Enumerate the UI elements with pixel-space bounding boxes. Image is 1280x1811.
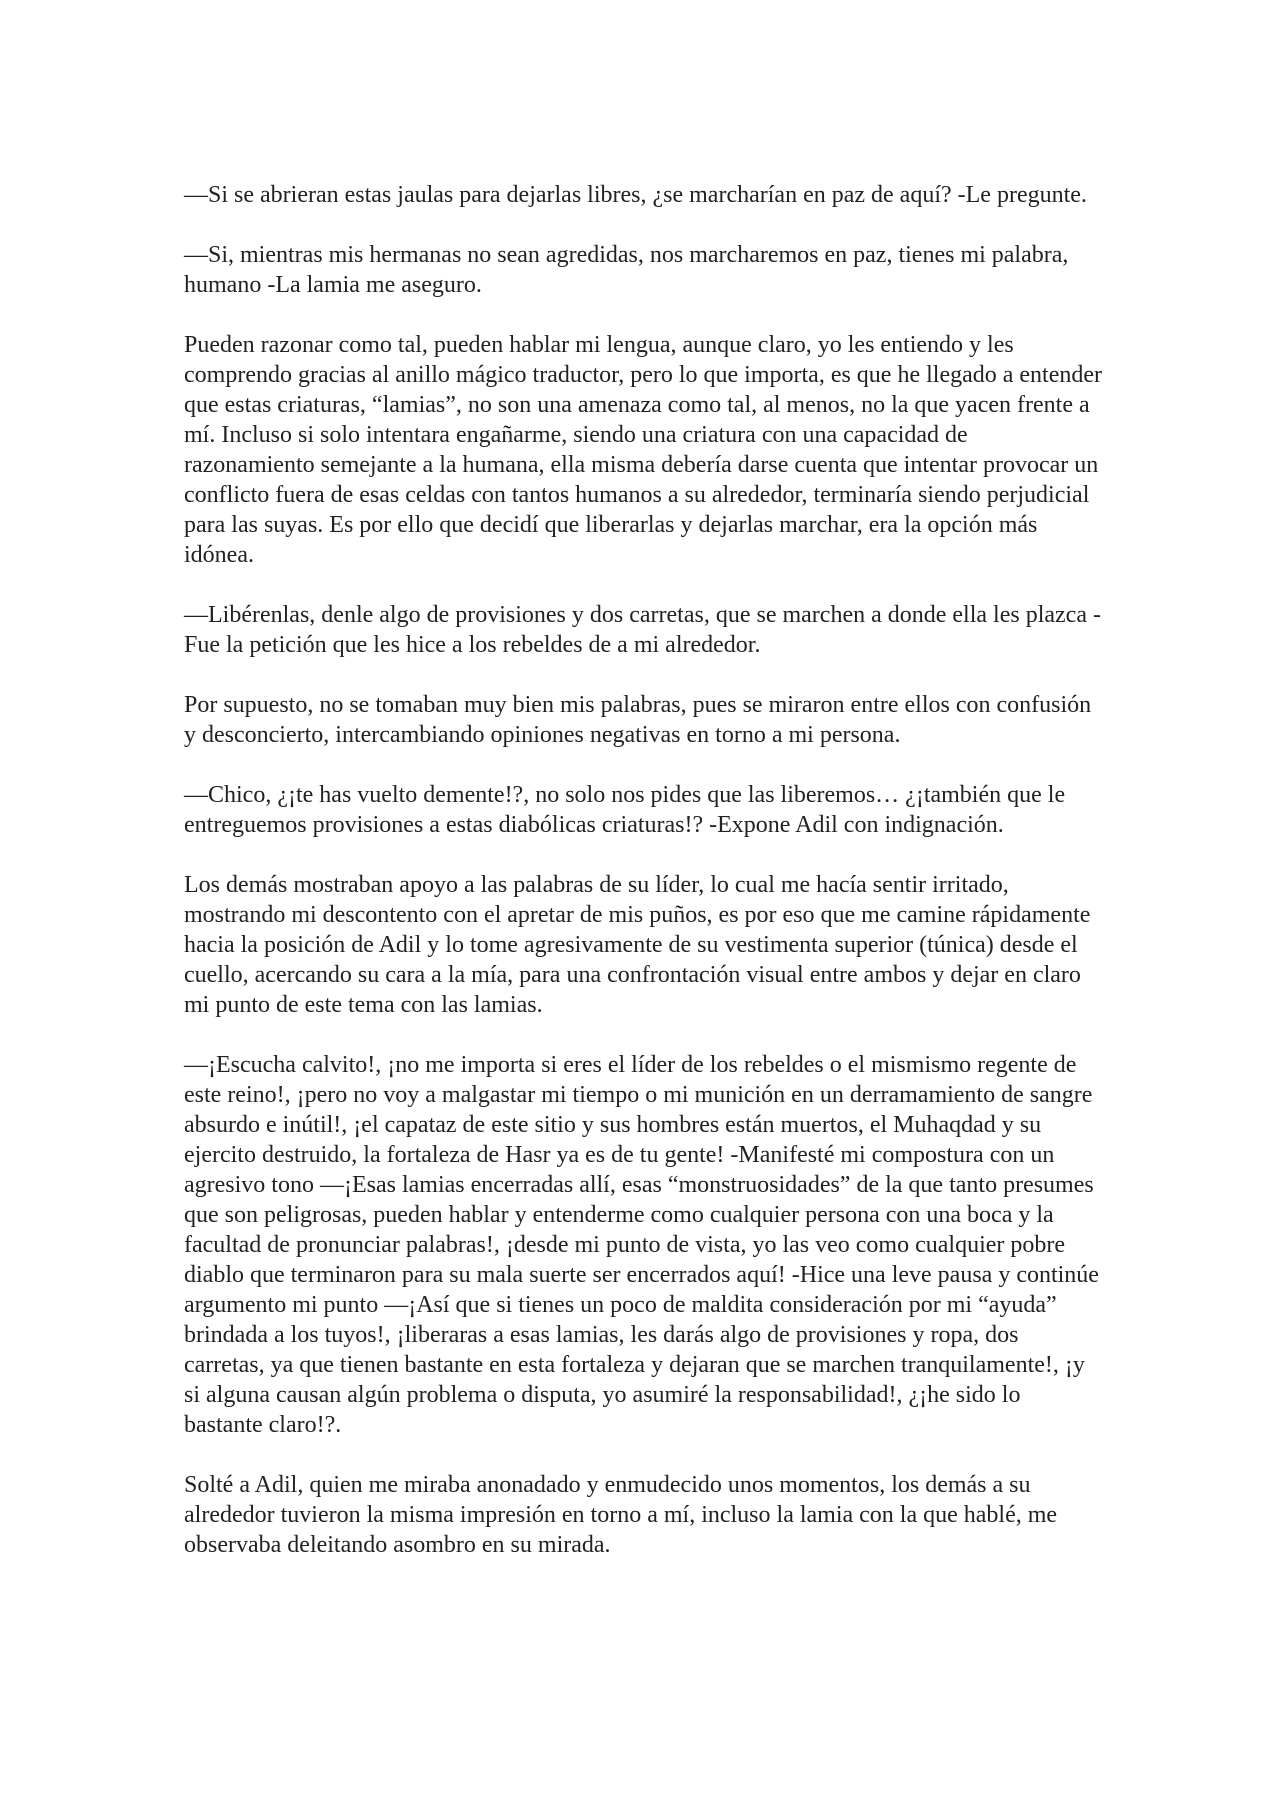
- paragraph: —Si, mientras mis hermanas no sean agredidas, nos marcharemos en paz, tienes mi palabra, humano -La lamia me aseguro.: [184, 242, 1069, 298]
- paragraph: Solté a Adil, quien me miraba anonadado y enmudecido unos momentos, los demás a su alrededor tuvieron la misma impresión en torno a mí, incluso la lamia con la que hablé, me observaba deleitando asombro en su mirada.: [184, 1472, 1058, 1558]
- paragraph: —Si se abrieran estas jaulas para dejarlas libres, ¿se marcharían en paz de aquí? -Le pregunte.: [184, 182, 1087, 208]
- paragraph: —Libérenlas, denle algo de provisiones y dos carretas, que se marchen a donde ella les plazca -Fue la petición que les hice a los rebeldes de a mi alrededor.: [184, 602, 1101, 658]
- paragraph: —¡Escucha calvito!, ¡no me importa si eres el líder de los rebeldes o el mismismo regente de este reino!, ¡pero no voy a malgastar mi tiempo o mi munición en un derramamiento de sangre absurdo e inútil!, ¡el capataz de este sitio y sus hombres están muertos, el Muhaqdad y su ejercito destruido, la fortaleza de Hasr ya es de tu gente! -Manifesté mi compostura con un agresivo tono —¡Esas lamias encerradas allí, esas “monstruosidades” de la que tanto presumes que son peligrosas, pueden hablar y entenderme como cualquier persona con una boca y la facultad de pronunciar palabras!, ¡desde mi punto de vista, yo las veo como cualquier pobre diablo que terminaron para su mala suerte ser encerrados aquí! -Hice una leve pausa y continúe argumento mi punto —¡Así que si tienes un poco de maldita consideración por mi “ayuda” brindada a los tuyos!, ¡liberaras a esas lamias, les darás algo de provisiones y ropa, dos carretas, ya que tienen bastante en esta fortaleza y dejaran que se marchen tranquilamente!, ¡y si alguna causan algún problema o disputa, yo asumiré la responsabilidad!, ¿¡he sido lo bastante claro!?.: [184, 1052, 1099, 1438]
- paragraph: Los demás mostraban apoyo a las palabras de su líder, lo cual me hacía sentir irritado, mostrando mi descontento con el apretar de mis puños, es por eso que me camine rápidamente hacia la posición de Adil y lo tome agresivamente de su vestimenta superior (túnica) desde el cuello, acercando su cara a la mía, para una confrontación visual entre ambos y dejar en claro mi punto de este tema con las lamias.: [184, 872, 1091, 1018]
- document-page: [184, 180, 1104, 1590]
- paragraph: —Chico, ¿¡te has vuelto demente!?, no solo nos pides que las liberemos… ¿¡también que le entreguemos provisiones a estas diabólicas criaturas!? -Expone Adil con indignación.: [184, 782, 1066, 838]
- paragraph: Por supuesto, no se tomaban muy bien mis palabras, pues se miraron entre ellos con confusión y desconcierto, intercambiando opiniones negativas en torno a mi persona.: [184, 692, 1092, 748]
- paragraph: Pueden razonar como tal, pueden hablar mi lengua, aunque claro, yo les entiendo y les comprendo gracias al anillo mágico traductor, pero lo que importa, es que he llegado a entender que estas criaturas, “lamias”, no son una amenaza como tal, al menos, no la que yacen frente a mí. Incluso si solo intentara engañarme, siendo una criatura con una capacidad de razonamiento semejante a la humana, ella misma debería darse cuenta que intentar provocar un conflicto fuera de esas celdas con tantos humanos a su alrededor, terminaría siendo perjudicial para las suyas. Es por ello que decidí que liberarlas y dejarlas marchar, era la opción más idónea.: [184, 332, 1103, 568]
